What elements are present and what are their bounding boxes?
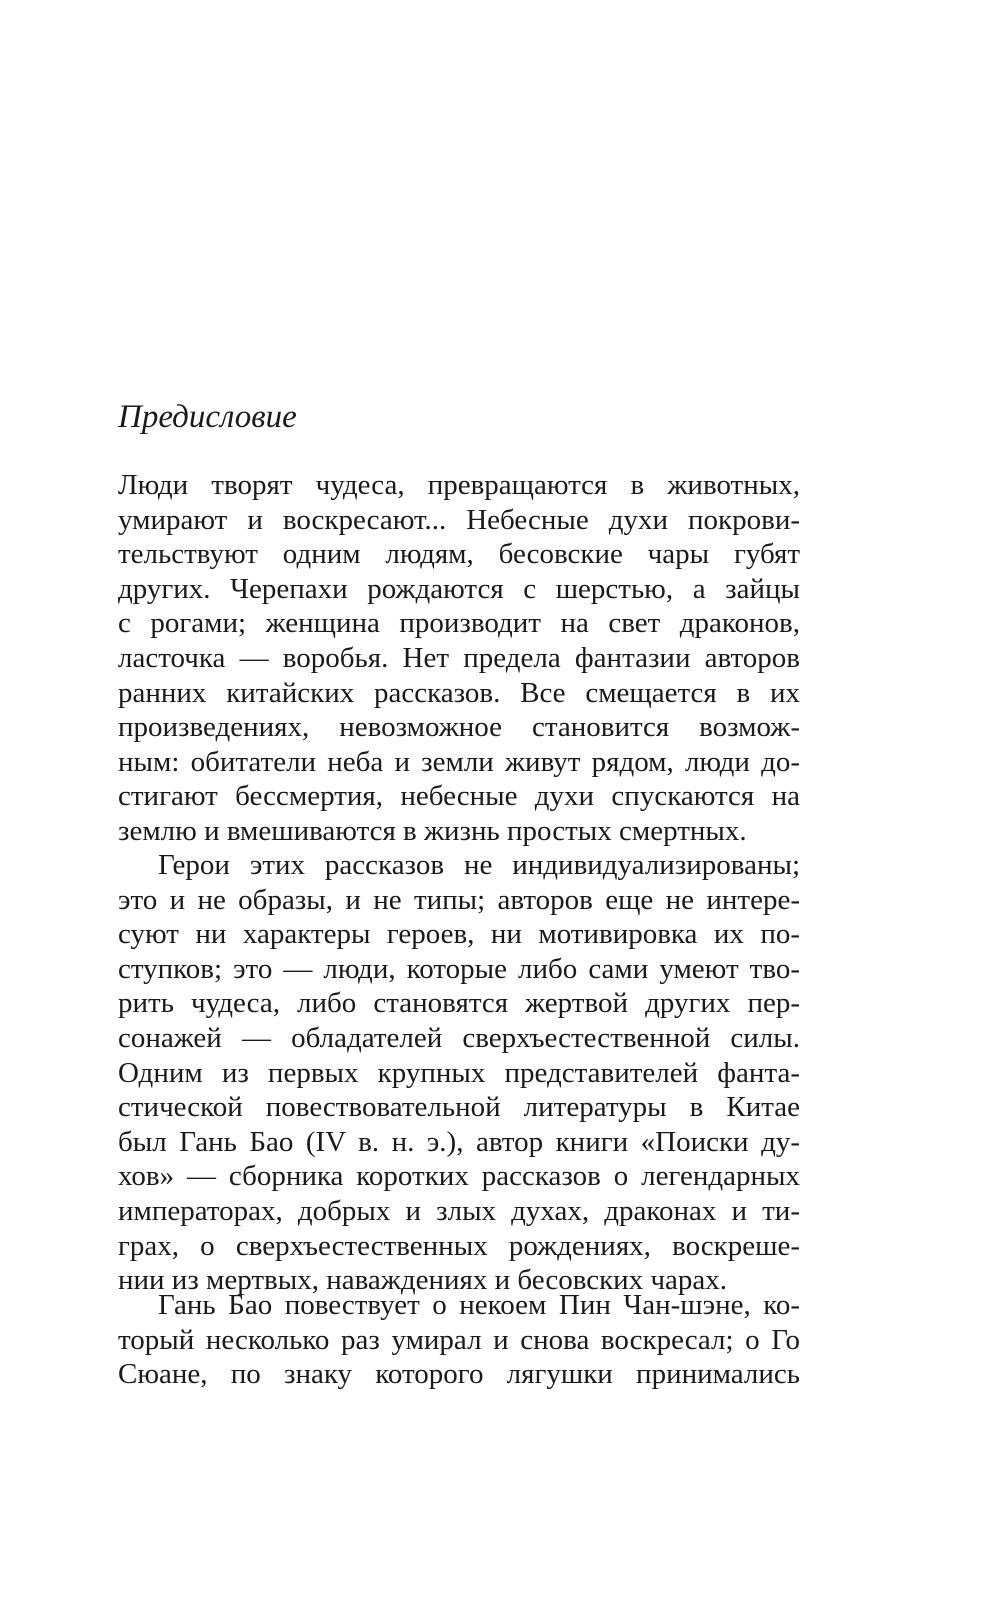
paragraph-3 xyxy=(118,1288,800,1392)
text-line: это и не образы, и не типы; авторов еще не интере- xyxy=(118,883,800,916)
text-line: был Гань Бао (IV в. н. э.), автор книги «Поиски ду- xyxy=(118,1125,800,1158)
text-line: императорах, добрых и злых духах, драконах и ти- xyxy=(118,1194,800,1227)
chapter-heading: Предисловие xyxy=(118,399,297,435)
text-line: с рогами; женщина производит на свет драконов, xyxy=(118,607,800,640)
text-line: суют ни характеры героев, ни мотивировка их по- xyxy=(118,918,800,951)
text-line: ступков; это — люди, которые либо сами умеют тво- xyxy=(118,952,800,985)
text-line: Одним из первых крупных представителей фанта- xyxy=(118,1056,800,1089)
text-line: произведениях, невозможное становится возмож- xyxy=(118,711,800,744)
paragraph-1 xyxy=(118,468,800,849)
text-line: Гань Бао повествует о некоем Пин Чан-шэне, ко- xyxy=(158,1289,800,1321)
text-line: нии из мертвых, наваждениях и бесовских чарах. xyxy=(118,1264,728,1297)
text-line: умирают и воскресают... Небесные духи покрови- xyxy=(118,503,800,536)
text-line: рить чудеса, либо становятся жертвой других пер- xyxy=(118,987,800,1020)
text-line: хов» — сборника коротких рассказов о легендарных xyxy=(118,1160,800,1193)
text-line: Люди творят чудеса, превращаются в животных, xyxy=(118,469,800,501)
text-line: грах, о сверхъестественных рождениях, воскреше- xyxy=(118,1229,800,1262)
text-line: стигают бессмертия, небесные духи спускаются на xyxy=(118,780,800,813)
text-line: Сюане, по знаку которого лягушки принимались xyxy=(118,1358,800,1391)
text-line: сонажей — обладателей сверхъестественной силы. xyxy=(118,1021,800,1054)
text-line: ным: обитатели неба и земли живут рядом, люди до- xyxy=(118,745,800,778)
text-line: Герои этих рассказов не индивидуализированы; xyxy=(158,849,800,881)
text-line: торый несколько раз умирал и снова воскресал; о Го xyxy=(118,1323,800,1356)
text-line: тельствуют одним людям, бесовские чары губят xyxy=(118,538,800,571)
text-line: ранних китайских рассказов. Все смещается в их xyxy=(118,676,800,709)
text-line: стической повествовательной литературы в Китае xyxy=(118,1091,800,1124)
paragraph-2 xyxy=(118,848,800,1298)
text-line: землю и вмешиваются в жизнь простых смертных. xyxy=(118,814,747,847)
text-line: других. Черепахи рождаются с шерстью, а зайцы xyxy=(118,572,800,605)
text-line: ласточка — воробья. Нет предела фантазии авторов xyxy=(118,641,800,674)
